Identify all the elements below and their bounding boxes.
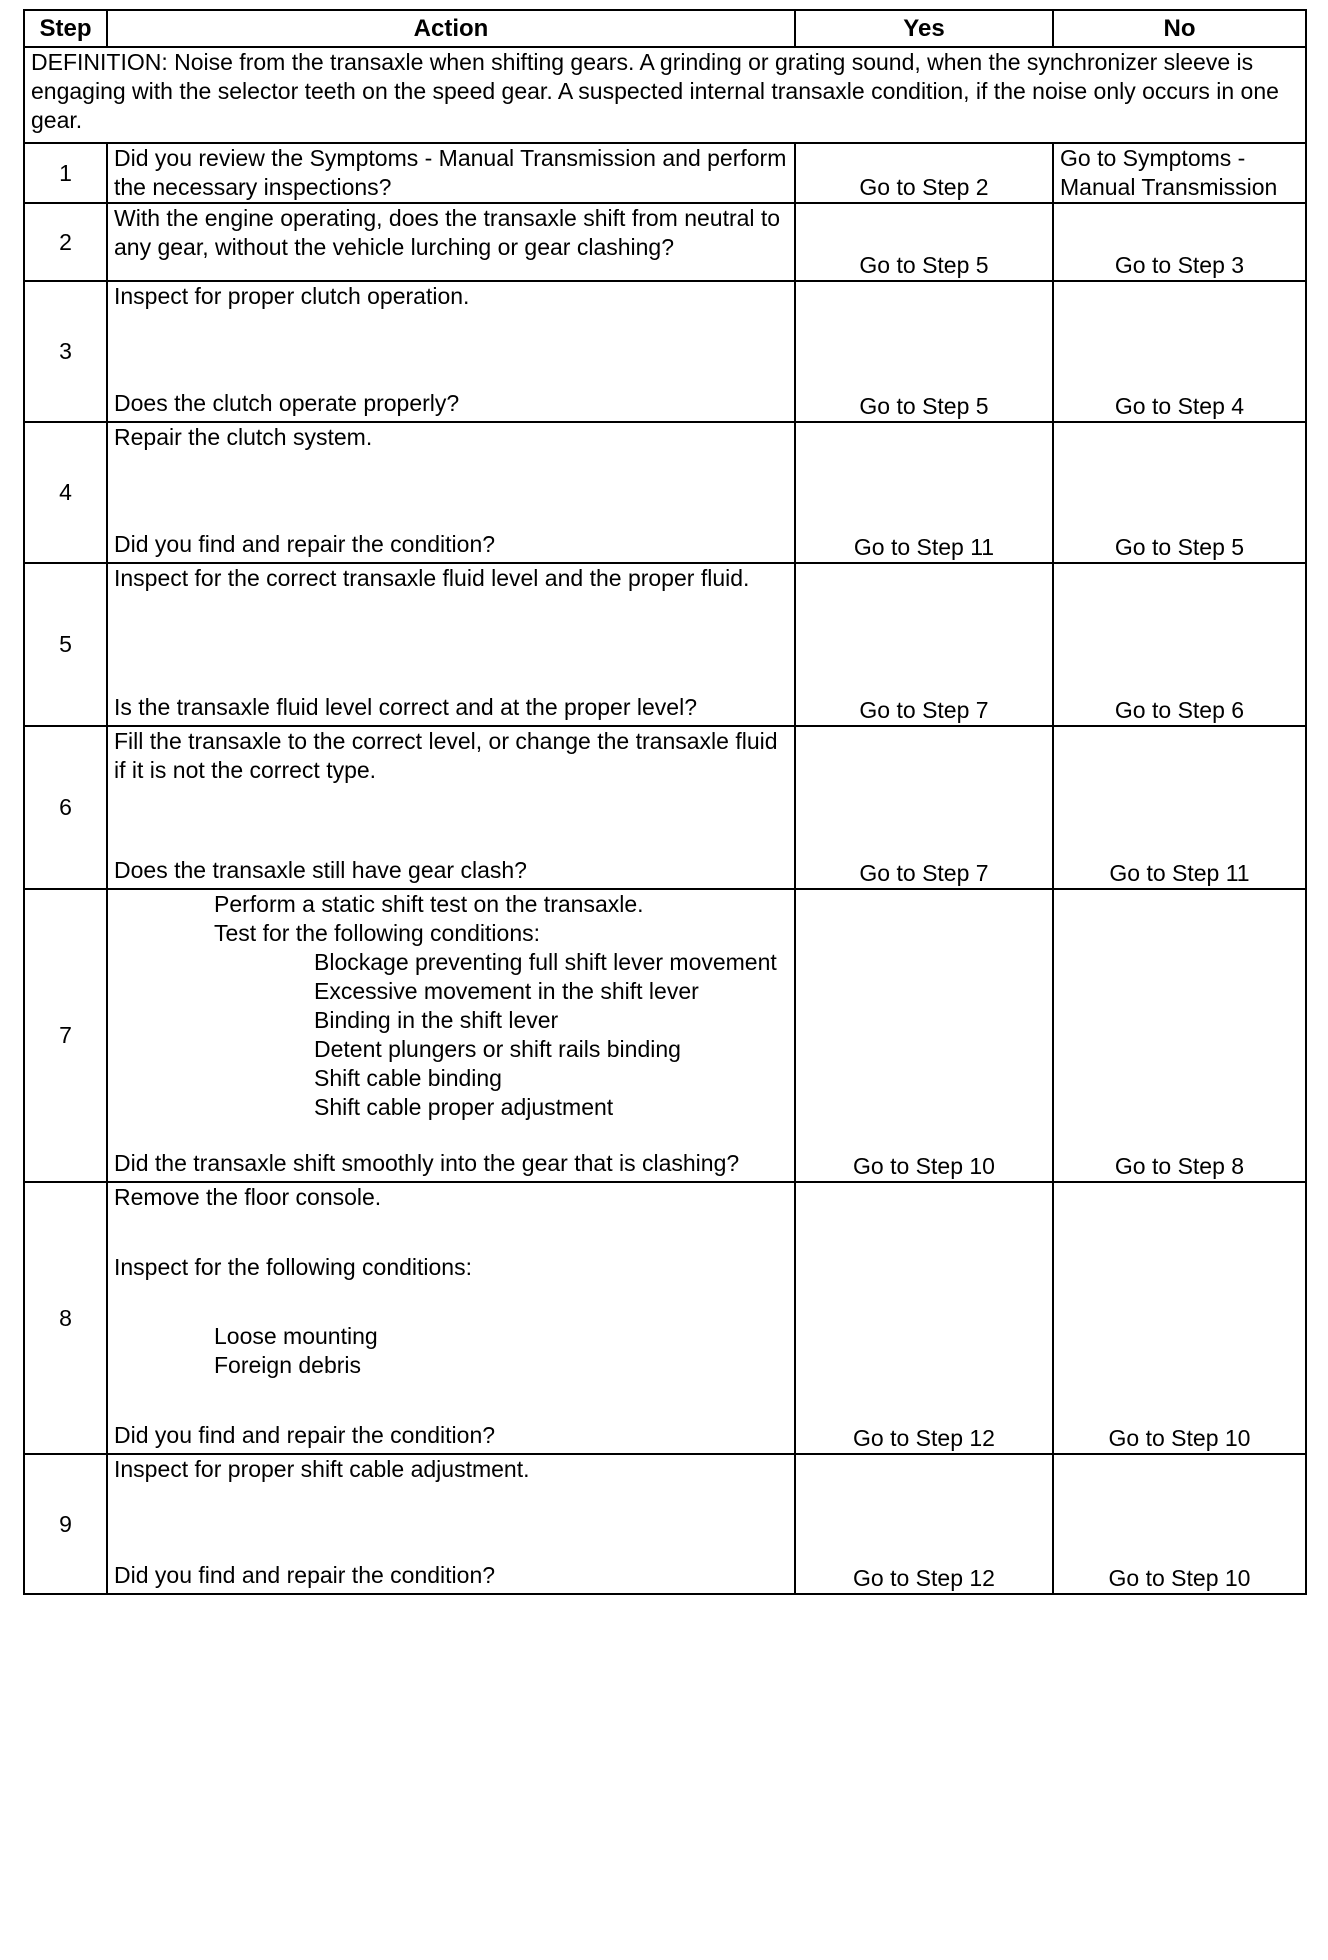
list-item: Binding in the shift lever: [314, 1007, 559, 1033]
action-subheading: Inspect for the following conditions:: [114, 1253, 472, 1280]
action-instruction: Inspect for the correct transaxle fluid level and the proper fluid.: [114, 565, 750, 591]
step-number: 6: [24, 726, 107, 889]
step-number: 5: [24, 563, 107, 726]
no-result: Go to Step 8: [1053, 889, 1306, 1182]
action-cell: [107, 1454, 795, 1594]
action-cell: [107, 726, 795, 889]
step-number: 2: [24, 203, 107, 281]
action-instruction: Repair the clutch system.: [114, 424, 373, 450]
action-cell: [107, 889, 795, 1182]
yes-result: Go to Step 12: [795, 1454, 1053, 1594]
header-step: Step: [24, 10, 107, 47]
action-question: Did the transaxle shift smoothly into the gear that is clashing?: [114, 1150, 740, 1176]
list-item: Shift cable binding: [314, 1065, 502, 1091]
no-result: Go to Step 4: [1053, 281, 1306, 422]
yes-result: Go to Step 7: [795, 563, 1053, 726]
action-cell: [107, 1182, 795, 1454]
no-result: Go to Step 3: [1053, 203, 1306, 281]
action-question: With the engine operating, does the transaxle shift from neutral to any gear, without the vehicle lurching or gear clashing?: [107, 203, 795, 281]
list-item: Detent plungers or shift rails binding: [314, 1036, 681, 1062]
action-cell: [107, 422, 795, 563]
list-item: Blockage preventing full shift lever movement: [314, 949, 777, 975]
action-question: Does the clutch operate properly?: [114, 390, 460, 416]
action-instruction: Inspect for proper clutch operation.: [114, 283, 470, 309]
table-row: [24, 726, 1306, 889]
yes-result: Go to Step 12: [795, 1182, 1053, 1454]
action-instruction: Remove the floor console.: [114, 1184, 382, 1210]
yes-result: Go to Step 5: [795, 281, 1053, 422]
action-question: Did you review the Symptoms - Manual Transmission and perform the necessary inspections?: [107, 143, 795, 203]
yes-result: Go to Step 11: [795, 422, 1053, 563]
step-number: 8: [24, 1182, 107, 1454]
table-row: [24, 889, 1306, 1182]
diagnostic-table: [23, 9, 1307, 1595]
step-number: 1: [24, 143, 107, 203]
no-result: Go to Step 6: [1053, 563, 1306, 726]
list-item: Shift cable proper adjustment: [314, 1094, 614, 1120]
action-question: Did you find and repair the condition?: [114, 1421, 496, 1448]
step-number: 4: [24, 422, 107, 563]
action-question: Did you find and repair the condition?: [114, 1562, 496, 1588]
action-subheading: Test for the following conditions:: [214, 920, 541, 946]
yes-result: Go to Step 2: [795, 143, 1053, 203]
yes-result: Go to Step 10: [795, 889, 1053, 1182]
table-row: [24, 281, 1306, 422]
list-item: Foreign debris: [214, 1352, 362, 1379]
step-number: 7: [24, 889, 107, 1182]
no-result: Go to Symptoms - Manual Transmission: [1053, 143, 1306, 203]
step-number: 9: [24, 1454, 107, 1594]
yes-result: Go to Step 7: [795, 726, 1053, 889]
table-row: [24, 1182, 1306, 1454]
header-action: Action: [107, 10, 795, 47]
action-instruction: Inspect for proper shift cable adjustment.: [114, 1456, 530, 1482]
action-instruction: Perform a static shift test on the transaxle.: [214, 891, 644, 917]
action-question: Did you find and repair the condition?: [114, 531, 496, 557]
list-item: Loose mounting: [214, 1323, 378, 1350]
no-result: Go to Step 11: [1053, 726, 1306, 889]
step-number: 3: [24, 281, 107, 422]
action-cell: [107, 281, 795, 422]
header-no: No: [1053, 10, 1306, 47]
table-row: [24, 143, 1306, 203]
action-condition-list: [114, 1322, 788, 1380]
no-result: Go to Step 10: [1053, 1454, 1306, 1594]
table-row: [24, 563, 1306, 726]
action-instruction: Fill the transaxle to the correct level, or change the transaxle fluid if it is not the correct type.: [114, 728, 778, 783]
definition-row: [24, 47, 1306, 143]
table-row: [24, 1454, 1306, 1594]
definition-text: DEFINITION: Noise from the transaxle when shifting gears. A grinding or grating sound, when the synchronizer sleeve is engaging with the selector teeth on the speed gear. A suspected internal transaxle condition, if the noise only occurs in one gear.: [24, 47, 1306, 143]
header-yes: Yes: [795, 10, 1053, 47]
action-question: Is the transaxle fluid level correct and at the proper level?: [114, 694, 697, 720]
action-question: Does the transaxle still have gear clash?: [114, 857, 527, 883]
table-row: [24, 422, 1306, 563]
yes-result: Go to Step 5: [795, 203, 1053, 281]
action-cell: [107, 563, 795, 726]
table-row: [24, 203, 1306, 281]
action-test-block: [114, 890, 788, 1122]
header-row: [24, 10, 1306, 47]
no-result: Go to Step 10: [1053, 1182, 1306, 1454]
list-item: Excessive movement in the shift lever: [314, 978, 699, 1004]
no-result: Go to Step 5: [1053, 422, 1306, 563]
